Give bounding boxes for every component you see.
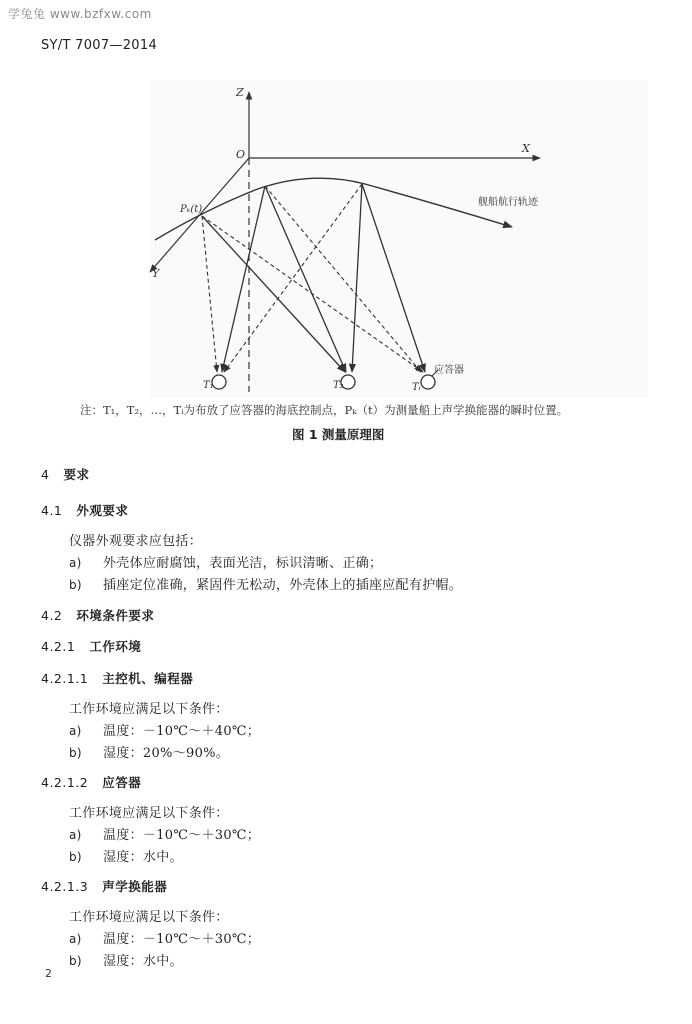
watermark: 学兔兔 www.bzfxw.com: [8, 7, 152, 21]
standard-code: SY/T 7007—2014: [41, 38, 158, 53]
section-number: 4.2.1.3: [41, 879, 89, 894]
section-number: 4.2.1.2: [41, 775, 89, 790]
transponder-t1-circle: [212, 375, 226, 389]
x-axis-label: X: [522, 142, 530, 155]
list-marker: a): [69, 932, 82, 946]
t1-label: T₁: [203, 380, 214, 391]
list-text: 外壳体应耐腐蚀，表面光洁，标识清晰、正确；: [103, 556, 383, 571]
list-text: 温度：－10℃～＋30℃；: [103, 828, 261, 843]
origin-label: O: [236, 148, 246, 161]
list-marker: b): [69, 578, 82, 592]
list-item: [69, 742, 229, 761]
y-axis-label: Y: [152, 267, 160, 280]
section-title: 要求: [63, 467, 90, 482]
list-text: 插座定位准确，紧固件无松动，外壳体上的插座应配有护帽。: [103, 578, 463, 593]
list-text: 湿度：20%～90%。: [103, 746, 230, 761]
list-marker: a): [69, 724, 82, 738]
list-text: 湿度：水中。: [103, 850, 183, 865]
section-title: 应答器: [102, 775, 142, 790]
section-4-2-1-2-heading: [41, 773, 141, 791]
paragraph: 仪器外观要求应包括：: [69, 534, 203, 549]
ship-track-label: 舰船航行轨迹: [478, 197, 538, 208]
list-item: [69, 950, 183, 969]
list-marker: b): [69, 954, 82, 968]
list-item: [69, 720, 260, 739]
pk-label: Pₖ(t): [180, 204, 203, 215]
section-number: 4.2.1: [41, 639, 76, 654]
section-4-2-1-1-heading: [41, 669, 193, 687]
section-title: 工作环境: [89, 639, 142, 654]
list-item: [69, 824, 260, 843]
measurement-principle-figure: [0, 0, 692, 400]
figure-background: [150, 80, 648, 398]
section-4-heading: [41, 465, 89, 483]
t2-label: T₂: [333, 380, 344, 391]
section-4-2-1-3-heading: [41, 877, 167, 895]
paragraph: 工作环境应满足以下条件：: [69, 910, 229, 925]
section-number: 4: [41, 467, 50, 482]
figure-caption: 图 1 测量原理图: [292, 427, 385, 442]
section-title: 环境条件要求: [76, 608, 155, 623]
list-marker: b): [69, 746, 82, 760]
section-number: 4.2: [41, 608, 63, 623]
list-marker: b): [69, 850, 82, 864]
list-item: [69, 574, 462, 593]
list-item: [69, 552, 382, 571]
list-item: [69, 846, 183, 865]
page-number: 2: [45, 967, 52, 980]
section-title: 主控机、编程器: [102, 671, 194, 686]
section-4-1-heading: [41, 501, 128, 519]
list-marker: a): [69, 828, 82, 842]
ti-label: Tᵢ: [412, 382, 421, 393]
list-text: 温度：－10℃～＋40℃；: [103, 724, 261, 739]
section-4-2-heading: [41, 606, 154, 624]
section-number: 4.2.1.1: [41, 671, 89, 686]
list-item: [69, 928, 260, 947]
figure-note: 注：T₁，T₂，…，Tᵢ为布放了应答器的海底控制点，Pₖ（t）为测量船上声学换能器的瞬时位置。: [80, 403, 569, 417]
section-number: 4.1: [41, 503, 63, 518]
section-4-2-1-heading: [41, 637, 141, 655]
list-marker: a): [69, 556, 82, 570]
list-text: 湿度：水中。: [103, 954, 183, 969]
transponder-ti-circle: [421, 375, 435, 389]
list-text: 温度：－10℃～＋30℃；: [103, 932, 261, 947]
z-axis-label: Z: [236, 86, 244, 99]
transponder-label: 应答器: [434, 365, 464, 376]
section-title: 声学换能器: [102, 879, 168, 894]
section-title: 外观要求: [76, 503, 129, 518]
paragraph: 工作环境应满足以下条件：: [69, 806, 229, 821]
paragraph: 工作环境应满足以下条件：: [69, 702, 229, 717]
